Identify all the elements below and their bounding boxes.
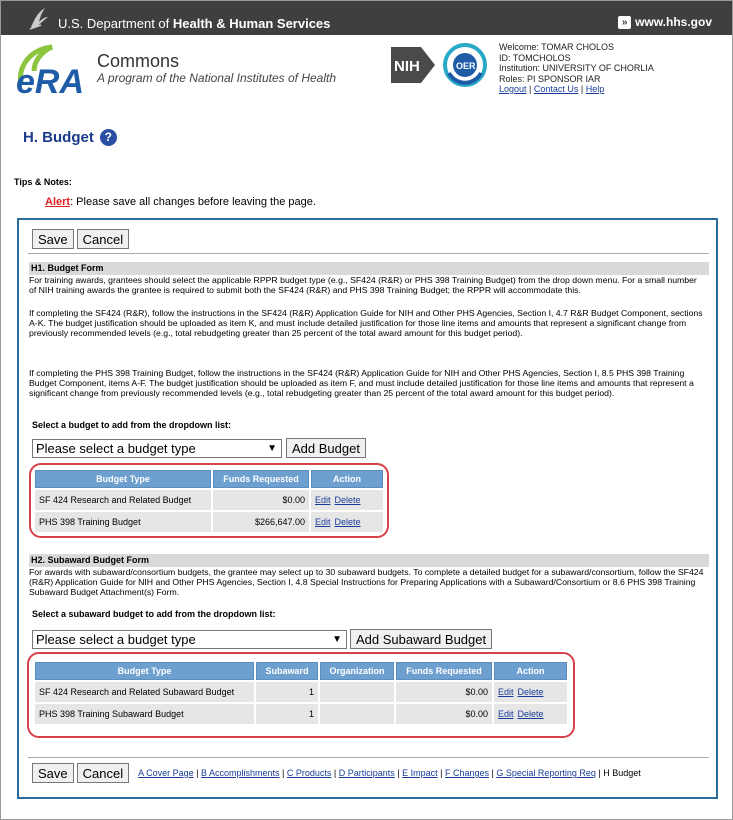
hhs-agency-name[interactable]: U.S. Department of Health & Human Services	[58, 16, 331, 31]
svg-text:OER: OER	[456, 61, 476, 71]
breadcrumb-impact[interactable]: E Impact	[402, 768, 438, 778]
action-cell	[311, 490, 383, 510]
save-button-bottom[interactable]: Save	[32, 763, 74, 783]
h2-select-label: Select a subaward budget to add from the dropdown list:	[32, 609, 276, 619]
svg-text:NIH: NIH	[394, 58, 420, 75]
subaward-cell: 1	[256, 682, 318, 702]
h1-section-header: H1. Budget Form	[29, 262, 709, 275]
action-cell	[311, 512, 383, 532]
tips-notes-label: Tips & Notes:	[14, 177, 72, 187]
breadcrumb-current: H Budget	[603, 768, 641, 778]
logout-link[interactable]: Logout	[499, 84, 527, 94]
column-header: Funds Requested	[213, 470, 309, 488]
chevron-down-icon: ▼	[267, 443, 277, 454]
funds-cell: $266,647.00	[213, 512, 309, 532]
edit-link[interactable]: Edit	[498, 709, 514, 719]
column-header: Organization	[320, 662, 394, 680]
help-link[interactable]: Help	[585, 84, 605, 94]
table-header-row	[35, 662, 567, 680]
h1-paragraph-1: For training awards, grantees should select the applicable RPPR budget type (e.g., SF424 (R&R) or PHS 398 Training Budget) from the drop down menu. For a small number of NIH training awards the grantee is required to submit both the SF424 (R&R) and PHS 398 Training Budget; the RPPR will accommodate this.	[29, 275, 697, 295]
table-row	[35, 682, 567, 702]
breadcrumb-participants[interactable]: D Participants	[338, 768, 395, 778]
budget-type-cell: PHS 398 Training Subaward Budget	[35, 704, 254, 724]
table-row	[35, 490, 383, 510]
h2-paragraph-1: For awards with subaward/consortium budgets, the grantee may select up to 30 subaward budgets. To complete a detailed budget for a subaward/consortium, follow the SF424 (R&R) Application Guide for NIH and Other PHS Agencies, Section I, 4.8 Special Instructions for Preparing Applications with a Subaward/Consortium or 8.6 PHS 398 Training Subaward Budget Attachment(s) Form.	[29, 567, 704, 597]
institution-text: Institution: UNIVERSITY OF CHORLIA	[499, 63, 654, 73]
bottom-bar	[32, 763, 641, 783]
h1-paragraph-3: If completing the PHS 398 Training Budget, follow the instructions in the SF424 (R&R) Application Guide for NIH and Other PHS Agencies, Section I, 8.5 PHS 398 Training Budget Component, items A-F. The budget justification should be uploaded as item F, and must include detailed justification for those line items and amounts that represent a significant change from previously recommended levels (e.g., total rebudgeting greater than 25 percent of the total award amount for this budget period).	[29, 368, 694, 398]
add-subaward-budget-button[interactable]: Add Subaward Budget	[350, 629, 492, 649]
edit-link[interactable]: Edit	[315, 495, 331, 505]
column-header: Budget Type	[35, 662, 254, 680]
svg-text:eRA: eRA	[16, 63, 85, 99]
breadcrumb-products[interactable]: C Products	[286, 768, 332, 778]
page-title: H. Budget ?	[23, 129, 117, 146]
edit-link[interactable]: Edit	[315, 517, 331, 527]
delete-link[interactable]: Delete	[517, 709, 544, 719]
app-title: Commons	[97, 51, 180, 71]
column-header: Funds Requested	[396, 662, 492, 680]
organization-cell	[320, 704, 394, 724]
h1-select-label: Select a budget to add from the dropdown list:	[32, 420, 232, 430]
h2-section-header: H2. Subaward Budget Form	[29, 554, 709, 567]
welcome-text: Welcome: TOMAR CHOLOS	[499, 42, 615, 52]
header-links: Logout | Contact Us | Help	[499, 84, 605, 94]
budget-type-cell: SF 424 Research and Related Budget	[35, 490, 211, 510]
hhs-website-link[interactable]: » www.hhs.gov	[618, 15, 712, 29]
table-header-row	[35, 470, 383, 488]
breadcrumb-cover-page[interactable]: A Cover Page	[138, 768, 194, 778]
breadcrumb-accomplishments[interactable]: B Accomplishments	[201, 768, 280, 778]
funds-cell: $0.00	[213, 490, 309, 510]
budget-panel	[17, 218, 718, 799]
add-budget-button[interactable]: Add Budget	[286, 438, 366, 458]
budget-type-cell: SF 424 Research and Related Subaward Budget	[35, 682, 254, 702]
contact-us-link[interactable]: Contact Us	[533, 84, 579, 94]
section-breadcrumbs: A Cover Page | B Accomplishments | C Products | D Participants | E Impact | F Changes | G Special Reporting Req | H Budget	[138, 768, 641, 778]
action-cell	[494, 682, 567, 702]
oer-logo[interactable]	[441, 43, 489, 87]
double-chevron-right-icon: »	[618, 16, 631, 29]
breadcrumb-changes[interactable]: F Changes	[444, 768, 490, 778]
era-logo[interactable]	[14, 41, 90, 99]
subaward-type-select[interactable]: Please select a budget type ▼	[32, 630, 347, 649]
h1-paragraph-2: If completing the SF424 (R&R), follow the instructions in the SF424 (R&R) Application Guide for NIH and Other PHS Agencies, Section I, 4.7 R&R Budget Component, sections A-K. The budget justification should be uploaded as item K, and must include detailed justification for those line items and amounts that represent a significant change from previously recommended levels (e.g., total rebudgeting greater than 25 percent of the total award amount for this budget period).	[29, 308, 703, 338]
top-button-group	[32, 229, 129, 249]
budget-type-cell: PHS 398 Training Budget	[35, 512, 211, 532]
chevron-down-icon: ▼	[332, 634, 342, 645]
column-header: Action	[311, 470, 383, 488]
budget-table	[33, 468, 385, 534]
divider	[28, 757, 709, 758]
delete-link[interactable]: Delete	[334, 517, 361, 527]
organization-cell	[320, 682, 394, 702]
hhs-bar	[1, 1, 732, 35]
cancel-button-top[interactable]: Cancel	[77, 229, 129, 249]
help-icon[interactable]: ?	[100, 129, 117, 146]
alert-message: Alert: Please save all changes before leaving the page.	[45, 196, 316, 208]
column-header: Budget Type	[35, 470, 211, 488]
column-header: Action	[494, 662, 567, 680]
hhs-eagle-icon	[27, 5, 51, 31]
action-cell	[494, 704, 567, 724]
save-button-top[interactable]: Save	[32, 229, 74, 249]
delete-link[interactable]: Delete	[517, 687, 544, 697]
alert-word: Alert	[45, 196, 71, 208]
table-row	[35, 704, 567, 724]
column-header: Subaward	[256, 662, 318, 680]
divider	[28, 253, 709, 254]
subaward-cell: 1	[256, 704, 318, 724]
subaward-table	[33, 660, 569, 726]
cancel-button-bottom[interactable]: Cancel	[77, 763, 129, 783]
roles-text: Roles: PI SPONSOR IAR	[499, 73, 601, 84]
nih-logo[interactable]	[391, 45, 435, 85]
user-info	[499, 42, 654, 95]
table-row	[35, 512, 383, 532]
app-subtitle: A program of the National Institutes of Health	[97, 71, 337, 85]
user-id-text: ID: TOMCHOLOS	[499, 52, 571, 63]
edit-link[interactable]: Edit	[498, 687, 514, 697]
breadcrumb-special-reporting[interactable]: G Special Reporting Req	[496, 768, 596, 778]
budget-type-select[interactable]: Please select a budget type ▼	[32, 439, 282, 458]
delete-link[interactable]: Delete	[334, 495, 361, 505]
funds-cell: $0.00	[396, 704, 492, 724]
funds-cell: $0.00	[396, 682, 492, 702]
